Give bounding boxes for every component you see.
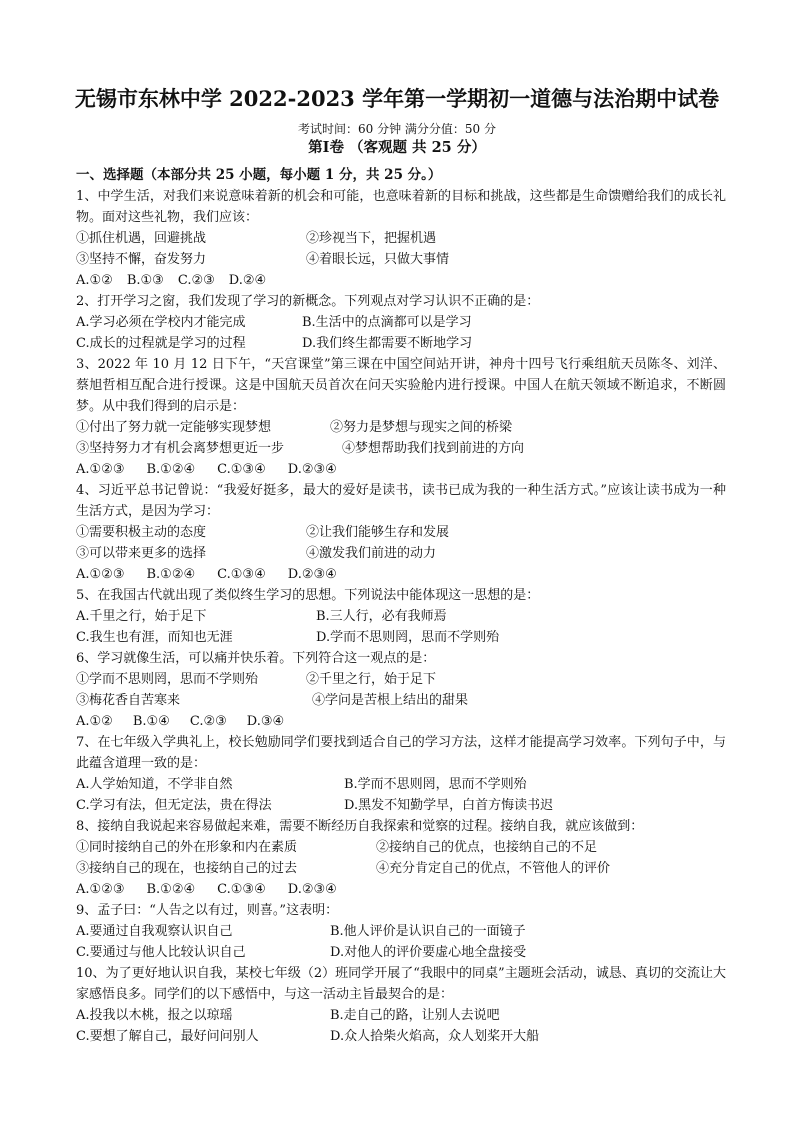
answer-choice: B.①②④ [146, 462, 196, 477]
statement-item: ④充分肯定自己的优点，不管他人的评价 [376, 861, 611, 876]
question-1 [76, 186, 726, 291]
answer-option: A.投我以木桃，报之以琼瑶 [76, 1008, 233, 1023]
exam-title: 无锡市东林中学 2022-2023 学年第一学期初一道德与法治期中试卷 [74, 86, 720, 111]
answer-option: A.千里之行，始于足下 [76, 609, 207, 624]
answer-option: C.学习有法，但无定法，贵在得法 [76, 798, 272, 813]
question-stem: 5、在我国古代就出现了类似终生学习的思想。下列说法中能体现这一思想的是： [76, 588, 540, 603]
statement-item: ②努力是梦想与现实之间的桥梁 [330, 420, 513, 435]
question-stem: 8、接纳自我说起来容易做起来难，需要不断经历自我探索和觉察的过程。接纳自我，就应该做到： [76, 819, 644, 834]
question-4 [76, 480, 726, 585]
answer-choice: D.②④ [228, 273, 267, 288]
answer-choice: C.①③④ [217, 567, 266, 582]
answer-option: B.生活中的点滴都可以是学习 [302, 315, 472, 330]
statement-item: ①付出了努力就一定能够实现梦想 [76, 420, 272, 435]
answer-option: C.我生也有涯，而知也无涯 [76, 630, 233, 645]
answer-option: C.成长的过程就是学习的过程 [76, 336, 246, 351]
section-heading: 一、选择题（本部分共 25 小题，每小题 1 分，共 25 分。） [76, 167, 442, 183]
answer-option: B.学而不思则罔，思而不学则殆 [344, 777, 527, 792]
question-stem: 6、学习就像生活，可以痛并快乐着。下列符合这一观点的是： [76, 651, 436, 666]
answer-choice: D.②③④ [287, 462, 337, 477]
exam-info: 考试时间：60 分钟 满分分值：50 分 [298, 122, 496, 136]
answer-choice: B.①②④ [146, 882, 196, 897]
answer-option: A.要通过自我观察认识自己 [76, 924, 233, 939]
question-stem: 4、习近平总书记曾说：“我爱好挺多，最大的爱好是读书，读书已成为我的一种生活方式。”应该让读书成为一种生活方式，是因为学习： [76, 483, 726, 519]
answer-option: B.走自己的路，让别人去说吧 [330, 1008, 500, 1023]
question-stem: 1、中学生活，对我们来说意味着新的机会和可能，也意味着新的目标和挑战，这些都是生命馈赠给我们的成长礼物。面对这些礼物，我们应该： [76, 189, 726, 225]
statement-item: ③接纳自己的现在，也接纳自己的过去 [76, 861, 298, 876]
answer-option: D.对他人的评价要虚心地全盘接受 [330, 945, 527, 960]
answer-choice: D.③④ [246, 714, 285, 729]
answer-option: B.三人行，必有我师焉 [316, 609, 447, 624]
statement-item: ④学问是苦根上结出的甜果 [312, 693, 469, 708]
question-6 [76, 648, 726, 732]
question-2 [76, 291, 726, 354]
question-5 [76, 585, 726, 648]
question-9 [76, 900, 726, 963]
answer-option: D.众人拾柴火焰高，众人划桨开大船 [330, 1029, 540, 1044]
answer-choice: A.①②③ [76, 462, 125, 477]
question-7 [76, 732, 726, 816]
answer-option: C.要想了解自己，最好问问别人 [76, 1029, 259, 1044]
statement-item: ①抓住机遇，回避挑战 [76, 231, 207, 246]
answer-choice: A.①② [76, 273, 113, 288]
answer-choice: C.①③④ [217, 462, 266, 477]
question-stem: 9、孟子曰：“人告之以有过，则喜。”这表明： [76, 903, 339, 918]
question-list [76, 164, 726, 1047]
statement-item: ②接纳自己的优点，也接纳自己的不足 [376, 840, 598, 855]
statement-item: ③坚持努力才有机会离梦想更近一步 [76, 441, 285, 456]
answer-choice: C.②③ [189, 714, 227, 729]
answer-option: D.黑发不知勤学早，白首方悔读书迟 [344, 798, 554, 813]
answer-choice: C.①③④ [217, 882, 266, 897]
answer-choice: B.①③ [126, 273, 164, 288]
question-stem: 2、打开学习之窗，我们发现了学习的新概念。下列观点对学习认识不正确的是： [76, 294, 540, 309]
statement-item: ④着眼长远，只做大事情 [306, 252, 450, 267]
answer-choice: B.①④ [132, 714, 170, 729]
question-stem: 7、在七年级入学典礼上，校长勉励同学们要找到适合自己的学习方法，这样才能提高学习效率。下列句子中，与此蕴含道理一致的是： [76, 735, 726, 771]
question-3 [76, 354, 726, 480]
statement-item: ③可以带来更多的选择 [76, 546, 207, 561]
question-stem: 3、2022 年 10 月 12 日下午，“天宫课堂”第三课在中国空间站开讲，神舟十四号飞行乘组航天员陈冬、刘洋、蔡旭哲相互配合进行授课。这是中国航天员首次在问天实验舱内进行授课。中国人在航天领域不断追求，不断圆梦。从中我们得到的启示是： [76, 357, 726, 414]
statement-item: ①需要积极主动的态度 [76, 525, 207, 540]
answer-choice: A.①② [76, 714, 113, 729]
answer-option: A.人学始知道，不学非自然 [76, 777, 233, 792]
answer-choice: A.①②③ [76, 567, 125, 582]
statement-item: ③梅花香自苦寒来 [76, 693, 181, 708]
statement-item: ②千里之行，始于足下 [306, 672, 437, 687]
statement-item: ①同时接纳自己的外在形象和内在素质 [76, 840, 298, 855]
answer-choice: A.①②③ [76, 882, 125, 897]
answer-option: C.要通过与他人比较认识自己 [76, 945, 246, 960]
statement-item: ③坚持不懈，奋发努力 [76, 252, 207, 267]
statement-item: ④激发我们前进的动力 [306, 546, 437, 561]
answer-choice: D.②③④ [287, 567, 337, 582]
question-10 [76, 963, 726, 1047]
answer-option: D.学而不思则罔，思而不学则殆 [316, 630, 500, 645]
statement-item: ②让我们能够生存和发展 [306, 525, 450, 540]
answer-option: D.我们终生都需要不断地学习 [302, 336, 473, 351]
answer-option: B.他人评价是认识自己的一面镜子 [330, 924, 526, 939]
statement-item: ①学而不思则罔，思而不学则殆 [76, 672, 259, 687]
question-8 [76, 816, 726, 900]
statement-item: ②珍视当下，把握机遇 [306, 231, 437, 246]
question-stem: 10、为了更好地认识自我，某校七年级（2）班同学开展了“我眼中的同桌”主题班会活动，诚恳、真切的交流让大家感悟良多。同学们的以下感悟中，与这一活动主旨最契合的是： [76, 966, 726, 1002]
answer-choice: C.②③ [177, 273, 215, 288]
statement-item: ④梦想帮助我们找到前进的方向 [342, 441, 525, 456]
volume-heading: 第Ⅰ卷 （客观题 共 25 分） [308, 139, 486, 156]
answer-choice: D.②③④ [287, 882, 337, 897]
answer-option: A.学习必须在学校内才能完成 [76, 315, 246, 330]
answer-choice: B.①②④ [146, 567, 196, 582]
